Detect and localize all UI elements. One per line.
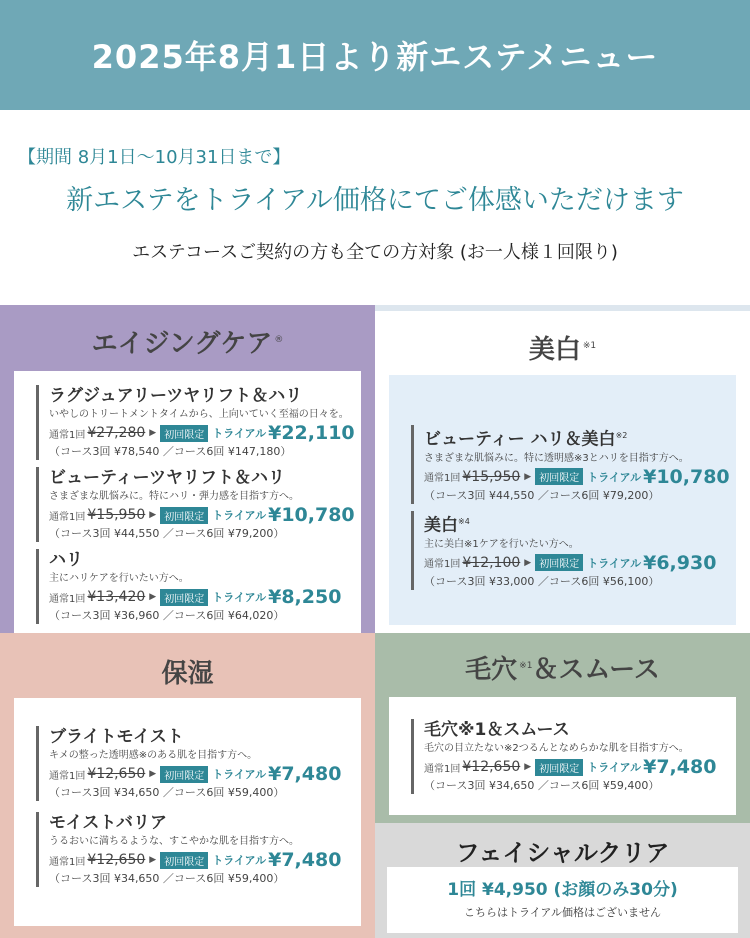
first-time-badge: 初回限定 [160, 507, 208, 524]
pore-smooth-title: 毛穴 $^{※1}$＆スムース [465, 655, 660, 685]
pore-smooth-card [389, 697, 736, 815]
menu-item-name: ビューティーツヤリフト＆ハリ [49, 468, 285, 488]
regular-label: 通常1回 [424, 763, 461, 775]
facial-clear-price: 1回 ¥4,950 (お顔のみ30分) [447, 880, 678, 900]
facial-clear-title: フェイシャルクリア [455, 839, 670, 867]
menu-item-name: ハリ [49, 550, 83, 570]
trial-label: トライアル [587, 761, 642, 774]
course-price: （コース3回 ¥36,960 ／コース6回 ¥64,020） [49, 609, 285, 622]
trial-price: ¥8,250 [268, 586, 342, 608]
course-price: （コース3回 ¥34,650 ／コース6回 ¥59,400） [424, 779, 660, 792]
course-price: （コース3回 ¥44,550 ／コース6回 ¥79,200） [424, 488, 660, 502]
arrow-right-icon: ▶ [149, 428, 157, 438]
menu-item [36, 812, 341, 887]
moisture-card [14, 698, 361, 926]
first-time-badge: 初回限定 [160, 589, 208, 606]
menu-item-description: キメの整った透明感※のある肌を目指す方へ。 [49, 750, 258, 761]
menu-item-name: ブライトモイスト [49, 727, 184, 747]
menu-item-description: 毛穴の目立たない※2つるんとなめらかな肌を目指す方へ。 [424, 743, 689, 754]
trial-price: ¥10,780 [643, 465, 730, 488]
campaign-period: 【期間 8月1日〜10月31日まで】 [18, 147, 291, 168]
first-time-badge: 初回限定 [535, 468, 583, 485]
aging-care-panel [0, 305, 375, 633]
regular-price: ¥15,950 [87, 507, 146, 523]
menu-item-description: 主にハリケアを行いたい方へ。 [49, 573, 189, 584]
price-row [424, 756, 716, 778]
menu-item [411, 511, 716, 590]
course-price: （コース3回 ¥34,650 ／コース6回 ¥59,400） [49, 786, 285, 799]
regular-price: ¥13,420 [87, 589, 146, 605]
arrow-right-icon: ▶ [524, 557, 532, 568]
trial-label: トライアル [212, 768, 267, 781]
menu-item [411, 719, 716, 794]
campaign-lead: 新エステをトライアル価格にてご体感いただけます [66, 185, 684, 216]
menu-item [36, 726, 341, 801]
menu-item-description: 主に美白※1ケアを行いたい方へ。 [424, 538, 579, 550]
first-time-badge: 初回限定 [160, 766, 208, 783]
arrow-right-icon: ▶ [149, 510, 157, 520]
menu-item-description: いやしのトリートメントタイムから、上向いていく至福の日々を。 [49, 409, 349, 420]
arrow-right-icon: ▶ [524, 471, 532, 482]
menu-item-description: うるおいに満ちるような、すこやかな肌を目指す方へ。 [49, 836, 299, 847]
menu-item-description: さまざまな肌悩みに。特にハリ・弾力感を目指す方へ。 [49, 491, 299, 502]
first-time-badge: 初回限定 [535, 554, 583, 571]
menu-item [36, 549, 341, 624]
price-row [49, 849, 341, 871]
regular-label: 通常1回 [424, 473, 461, 485]
course-price: （コース3回 ¥78,540 ／コース6回 ¥147,180） [49, 445, 292, 458]
facial-clear-note: こちらはトライアル価格はございません [464, 906, 661, 919]
course-price: （コース3回 ¥44,550 ／コース6回 ¥79,200） [49, 527, 285, 540]
moisture-title: 保湿 [161, 659, 214, 689]
trial-label: トライアル [212, 427, 267, 440]
trial-label: トライアル [587, 470, 642, 484]
price-row [49, 504, 355, 526]
page-title: 2025年8月1日より新エステメニュー [91, 38, 659, 76]
regular-price: ¥15,950 [462, 468, 521, 485]
menu-item [411, 425, 730, 504]
first-time-badge: 初回限定 [160, 852, 208, 869]
price-row [49, 763, 341, 785]
arrow-right-icon: ▶ [149, 855, 157, 865]
menu-item-name: 毛穴※1＆スムース [424, 720, 570, 740]
regular-price: ¥12,650 [87, 852, 146, 868]
course-price: （コース3回 ¥34,650 ／コース6回 ¥59,400） [49, 872, 285, 885]
first-time-badge: 初回限定 [535, 759, 583, 776]
facial-clear-card [387, 867, 738, 933]
regular-price: ¥12,650 [87, 766, 146, 782]
regular-price: ¥12,100 [462, 554, 521, 571]
trial-label: トライアル [212, 509, 267, 522]
regular-label: 通常1回 [49, 856, 86, 868]
header-banner [0, 0, 750, 110]
price-row [49, 586, 341, 608]
menu-item-name: ラグジュアリーツヤリフト＆ハリ [49, 386, 303, 406]
regular-label: 通常1回 [49, 511, 86, 523]
first-time-badge: 初回限定 [160, 425, 208, 442]
whitening-card [389, 375, 736, 625]
trial-price: ¥7,480 [268, 849, 342, 871]
facial-clear-panel [375, 823, 750, 938]
price-row [49, 422, 355, 444]
trial-price: ¥7,480 [643, 756, 717, 778]
regular-label: 通常1回 [49, 429, 86, 441]
menu-item-name: ビューティー ハリ＆美白$^{※2}$ [424, 429, 628, 450]
menu-item-name: モイストバリア [49, 813, 167, 833]
trial-price: ¥6,930 [643, 551, 717, 574]
trial-price: ¥7,480 [268, 763, 342, 785]
trial-label: トライアル [212, 854, 267, 867]
arrow-right-icon: ▶ [149, 769, 157, 779]
regular-label: 通常1回 [424, 559, 461, 571]
campaign-target: エステコースご契約の方も全ての方対象 (お一人様１回限り) [132, 242, 618, 263]
moisture-panel [0, 633, 375, 938]
price-row [424, 552, 716, 574]
trial-price: ¥10,780 [268, 504, 355, 526]
menu-item [36, 467, 355, 542]
arrow-right-icon: ▶ [149, 592, 157, 602]
menu-item [36, 385, 355, 460]
aging-care-card [14, 371, 361, 633]
whitening-title: 美白 $^{※1}$ [528, 335, 597, 365]
aging-care-title: エイジングケア ® [91, 329, 284, 359]
whitening-panel [375, 305, 750, 633]
regular-label: 通常1回 [49, 593, 86, 605]
trial-label: トライアル [212, 591, 267, 604]
pore-smooth-panel [375, 633, 750, 823]
regular-price: ¥27,280 [87, 425, 146, 441]
price-row [424, 466, 730, 488]
regular-label: 通常1回 [49, 770, 86, 782]
trial-price: ¥22,110 [268, 422, 355, 444]
menu-item-description: さまざまな肌悩みに。特に透明感※3とハリを目指す方へ。 [424, 452, 689, 464]
arrow-right-icon: ▶ [524, 762, 532, 772]
regular-price: ¥12,650 [462, 759, 521, 775]
trial-label: トライアル [587, 556, 642, 570]
menu-item-name: 美白$^{※4}$ [424, 515, 470, 536]
course-price: （コース3回 ¥33,000 ／コース6回 ¥56,100） [424, 574, 660, 588]
